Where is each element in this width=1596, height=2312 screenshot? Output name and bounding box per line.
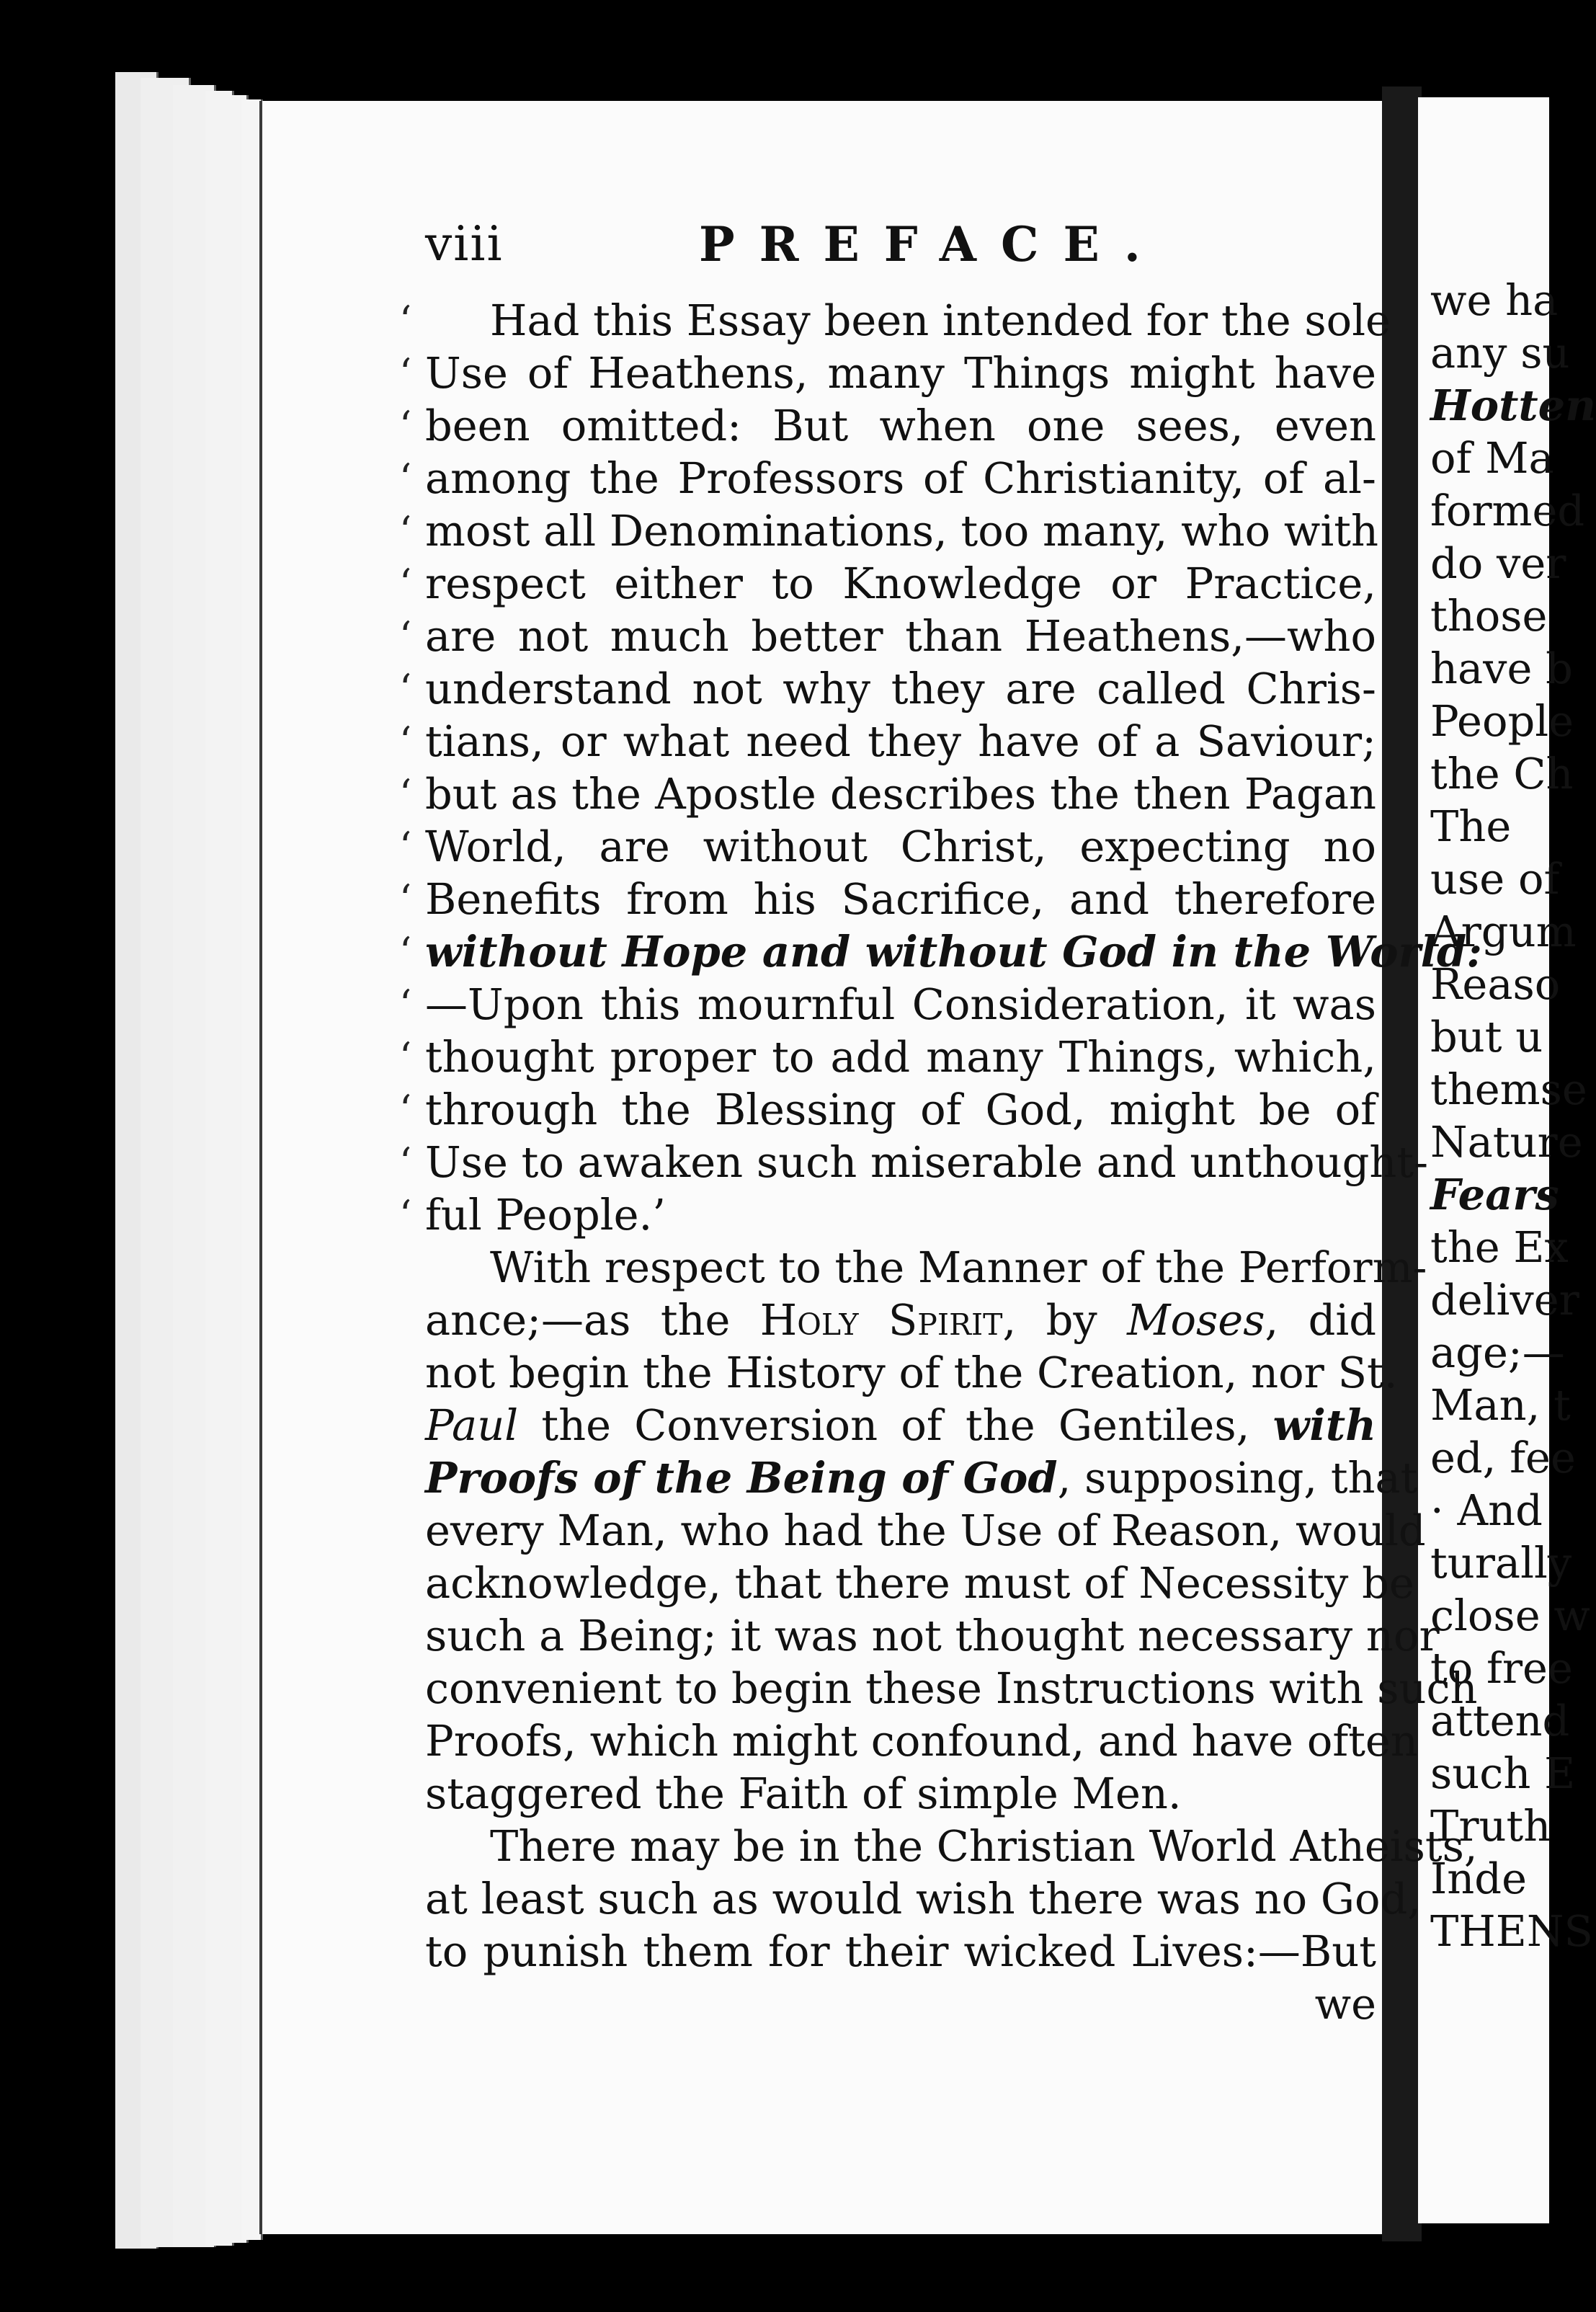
text-segment: ful People.’ (425, 1190, 667, 1240)
quote-mark: ‘ (399, 403, 412, 448)
facing-text-line: to free (1430, 1643, 1573, 1693)
facing-text-line: any su (1430, 328, 1570, 378)
quote-mark: ‘ (399, 1139, 412, 1185)
page-title: PREFACE. (699, 216, 1165, 272)
text-line (425, 1715, 1418, 1767)
text-segment: , supposing, that (1057, 1453, 1418, 1503)
facing-text-line: ed, fee (1430, 1433, 1576, 1482)
facing-text-line: Argum (1430, 907, 1577, 956)
text-line (425, 1346, 1398, 1399)
facing-text-line: Truth (1430, 1801, 1551, 1851)
text-line (425, 1451, 1418, 1504)
text-segment: respect either to Knowledge or Practice, (425, 559, 1376, 608)
facing-text-line: People (1430, 696, 1574, 746)
facing-text-line: formed (1430, 486, 1585, 535)
text-line (399, 1083, 1376, 1136)
text-segment: , did (1265, 1295, 1376, 1345)
text-line (425, 1504, 1426, 1557)
text-segment: not begin the History of the Creation, nor St. (425, 1348, 1398, 1397)
text-segment: Moses (1127, 1295, 1265, 1345)
quote-mark: ‘ (399, 1192, 412, 1237)
text-line (425, 1557, 1414, 1609)
text-segment: acknowledge, that there must of Necessity be (425, 1558, 1414, 1608)
facing-text-line: Hotten (1430, 381, 1596, 430)
text-line (399, 452, 1376, 504)
text-segment: tians, or what need they have of a Saviour; (425, 716, 1376, 766)
text-line (399, 557, 1376, 610)
running-head (425, 216, 1376, 281)
facing-page-text (1430, 274, 1596, 1957)
text-segment: ance;—as the (425, 1295, 760, 1345)
text-segment: Proofs, which might confound, and have often (425, 1716, 1418, 1766)
text-line (425, 1399, 1376, 1451)
text-segment: thought proper to add many Things, which, (425, 1032, 1376, 1082)
quote-mark: ‘ (399, 455, 412, 501)
text-line (399, 1136, 1429, 1188)
facing-text-line: Man, t (1430, 1380, 1571, 1430)
text-segment: Had this Essay been intended for the sole (490, 295, 1391, 345)
facing-text-line: THENS (1430, 1906, 1593, 1956)
text-segment: Use of Heathens, many Things might have (425, 348, 1376, 398)
facing-text-line: age;— (1430, 1328, 1565, 1377)
facing-text-line: of Ma (1430, 433, 1554, 483)
quote-mark: ‘ (399, 298, 412, 343)
facing-text-line: Reaso (1430, 959, 1561, 1009)
text-segment: through the Blessing of God, might be of (425, 1085, 1376, 1134)
quote-mark: ‘ (399, 561, 412, 606)
facing-text-line: Nature (1430, 1117, 1583, 1167)
facing-text-line: deliver (1430, 1275, 1579, 1325)
quote-mark: ‘ (399, 929, 412, 974)
text-line (425, 1294, 1376, 1346)
text-line (425, 1820, 1478, 1872)
text-segment: but as the Apostle describes the then Pagan (425, 769, 1376, 819)
facing-text-line: the Ch (1430, 749, 1574, 799)
facing-text-line: the Ex (1430, 1222, 1569, 1272)
facing-text-line: do ver (1430, 538, 1566, 588)
text-line (425, 1925, 1376, 1978)
text-line (399, 399, 1376, 452)
facing-text-line: use of (1430, 854, 1560, 904)
page-number: viii (425, 216, 504, 272)
text-segment: every Man, who had the Use of Reason, would (425, 1506, 1426, 1555)
text-line (425, 1662, 1478, 1715)
text-segment: at least such as would wish there was no God, (425, 1874, 1422, 1924)
text-segment: to punish them for their wicked Lives:—But (425, 1926, 1376, 1976)
quote-mark: ‘ (399, 508, 412, 553)
text-segment: such a Being; it was not thought necessary nor (425, 1611, 1440, 1660)
text-line (399, 768, 1376, 820)
text-segment: World, are without Christ, expecting no (425, 822, 1376, 871)
text-line (399, 504, 1378, 557)
text-segment: are not much better than Heathens,—who (425, 611, 1376, 661)
text-line (425, 1609, 1440, 1662)
text-line (399, 662, 1376, 715)
text-line (425, 1767, 1376, 1820)
text-segment: There may be in the Christian World Atheists, (490, 1821, 1478, 1871)
quote-mark: ‘ (399, 1034, 412, 1080)
facing-text-line: have b (1430, 644, 1573, 693)
text-segment: understand not why they are called Chris- (425, 664, 1376, 713)
text-segment: Paul (425, 1400, 519, 1450)
text-segment: Benefits from his Sacrifice, and therefore (425, 874, 1376, 924)
quote-mark: ‘ (399, 876, 412, 922)
text-segment: Holy Spirit (759, 1295, 1003, 1345)
text-segment: the Conversion of the Gentiles, (518, 1400, 1273, 1450)
facing-text-line: The (1430, 801, 1512, 851)
text-segment: , by (1002, 1295, 1128, 1345)
text-line (399, 610, 1376, 662)
text-segment: With respect to the Manner of the Perform- (490, 1242, 1427, 1292)
facing-text-line: those (1430, 591, 1548, 641)
text-segment: convenient to begin these Instructions with such (425, 1663, 1478, 1713)
text-segment: staggered the Faith of simple Men. (425, 1769, 1182, 1818)
quote-mark: ‘ (399, 350, 412, 396)
text-segment: Use to awaken such miserable and unthought- (425, 1137, 1429, 1187)
quote-mark: ‘ (399, 824, 412, 869)
text-segment: we (1314, 1979, 1376, 2029)
text-line (399, 820, 1376, 873)
text-line (399, 978, 1376, 1031)
text-segment: with (1272, 1400, 1376, 1450)
text-line (425, 1978, 1376, 2030)
text-line (399, 1031, 1376, 1083)
facing-text-line: · And (1430, 1485, 1543, 1535)
facing-text-line: Inde (1430, 1854, 1527, 1903)
text-line (399, 294, 1391, 347)
text-segment: among the Professors of Christianity, of al- (425, 453, 1376, 503)
facing-text-line: turally (1430, 1538, 1572, 1588)
facing-text-line: but u (1430, 1012, 1543, 1062)
text-line (399, 925, 1483, 978)
text-segment: Proofs of the Being of God (425, 1453, 1058, 1503)
quote-mark: ‘ (399, 982, 412, 1027)
text-line (425, 1241, 1427, 1294)
text-line (399, 1188, 1376, 1241)
text-segment: been omitted: But when one sees, even (425, 401, 1376, 450)
facing-text-line: attend (1430, 1696, 1570, 1746)
text-line (399, 347, 1376, 399)
facing-text-line: close w (1430, 1591, 1590, 1640)
text-segment: —Upon this mournful Consideration, it was (425, 979, 1376, 1029)
facing-text-line: we ha (1430, 275, 1559, 325)
text-segment: most all Denominations, too many, who with (425, 506, 1378, 556)
facing-text-line: themse (1430, 1064, 1587, 1114)
text-segment: without Hope and without God in the World: (425, 927, 1483, 977)
facing-text-line: Fears (1430, 1170, 1559, 1219)
text-line (399, 715, 1376, 768)
facing-text-line: such E (1430, 1748, 1576, 1798)
quote-mark: ‘ (399, 1087, 412, 1132)
quote-mark: ‘ (399, 771, 412, 817)
quote-mark: ‘ (399, 613, 412, 659)
quote-mark: ‘ (399, 719, 412, 764)
text-line (399, 873, 1376, 925)
quote-mark: ‘ (399, 666, 412, 711)
text-line (425, 1872, 1422, 1925)
